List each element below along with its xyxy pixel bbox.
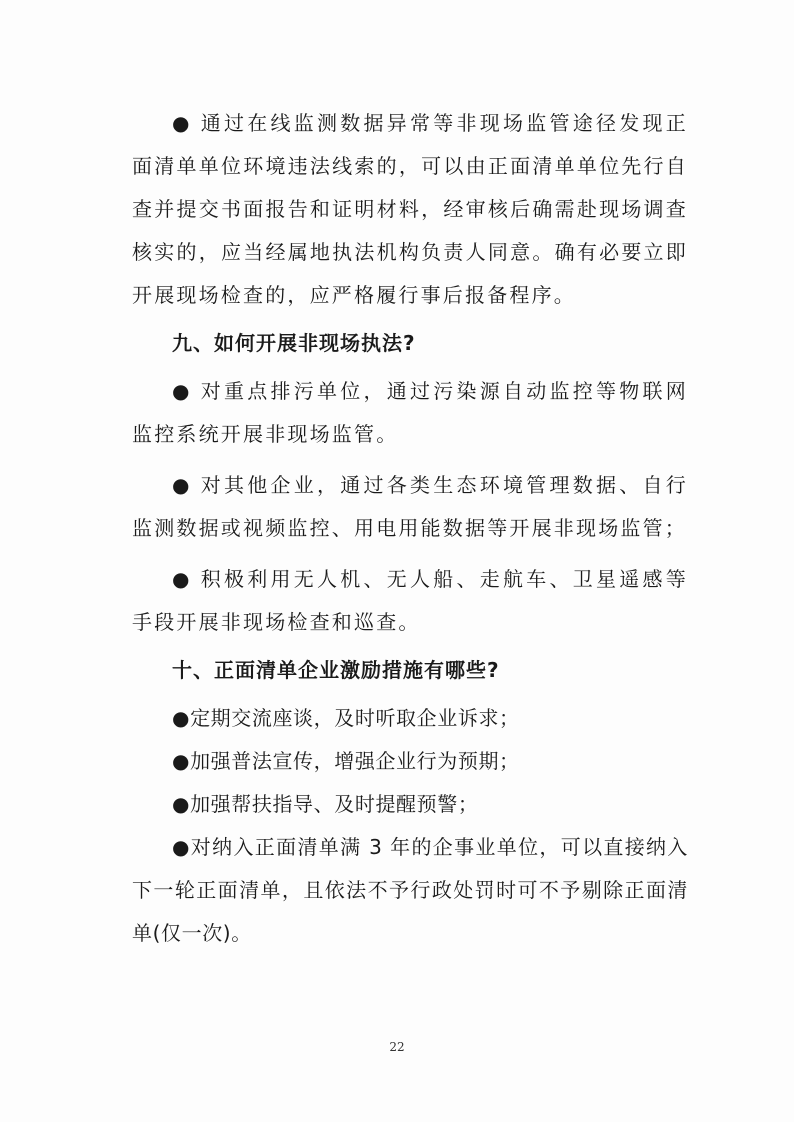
section-heading-ten: 十、正面清单企业激励措施有哪些? — [172, 658, 500, 682]
bullet-icon: ● — [172, 379, 192, 403]
bullet-icon: ● — [172, 567, 192, 591]
bullet-icon: ● — [172, 835, 191, 859]
list-item-text: 对纳入正面清单满 3 年的企事业单位，可以直接纳入下一轮正面清单，且依法不予行政处罚时可不予剔除正面清单(仅一次)。 — [132, 835, 688, 945]
list-item — [132, 740, 688, 783]
list-item — [132, 697, 688, 740]
list-item — [132, 558, 688, 644]
paragraph-text: 通过在线监测数据异常等非现场监管途径发现正面清单单位环境违法线索的，可以由正面清单单位先行自查并提交书面报告和证明材料，经审核后确需赴现场调查核实的，应当经属地执法机构负责人同意。确有必要立即开展现场检查的，应严格履行事后报备程序。 — [132, 111, 688, 307]
list-item-text: 加强帮扶指导、及时提醒预警； — [190, 792, 479, 816]
bullet-icon: ● — [172, 706, 191, 730]
bullet-icon: ● — [172, 473, 192, 497]
document-body — [132, 102, 688, 955]
page-number: 22 — [389, 1040, 405, 1054]
bullet-icon: ● — [172, 111, 192, 135]
section-heading-nine: 九、如何开展非现场执法? — [172, 331, 416, 355]
list-item — [132, 370, 688, 456]
list-item-text: 积极利用无人机、无人船、走航车、卫星遥感等手段开展非现场检查和巡查。 — [132, 567, 688, 634]
paragraph-online-monitoring — [132, 102, 688, 317]
list-item-text: 对重点排污单位，通过污染源自动监控等物联网监控系统开展非现场监管。 — [132, 379, 688, 446]
list-item — [132, 826, 688, 955]
list-item-text: 加强普法宣传，增强企业行为预期； — [190, 749, 520, 773]
bullet-icon: ● — [172, 749, 191, 773]
list-item — [132, 464, 688, 550]
list-item-text: 定期交流座谈，及时听取企业诉求； — [190, 706, 520, 730]
list-item — [132, 783, 688, 826]
bullet-icon: ● — [172, 792, 191, 816]
list-item-text: 对其他企业，通过各类生态环境管理数据、自行监测数据或视频监控、用电用能数据等开展非现场监管； — [132, 473, 688, 540]
